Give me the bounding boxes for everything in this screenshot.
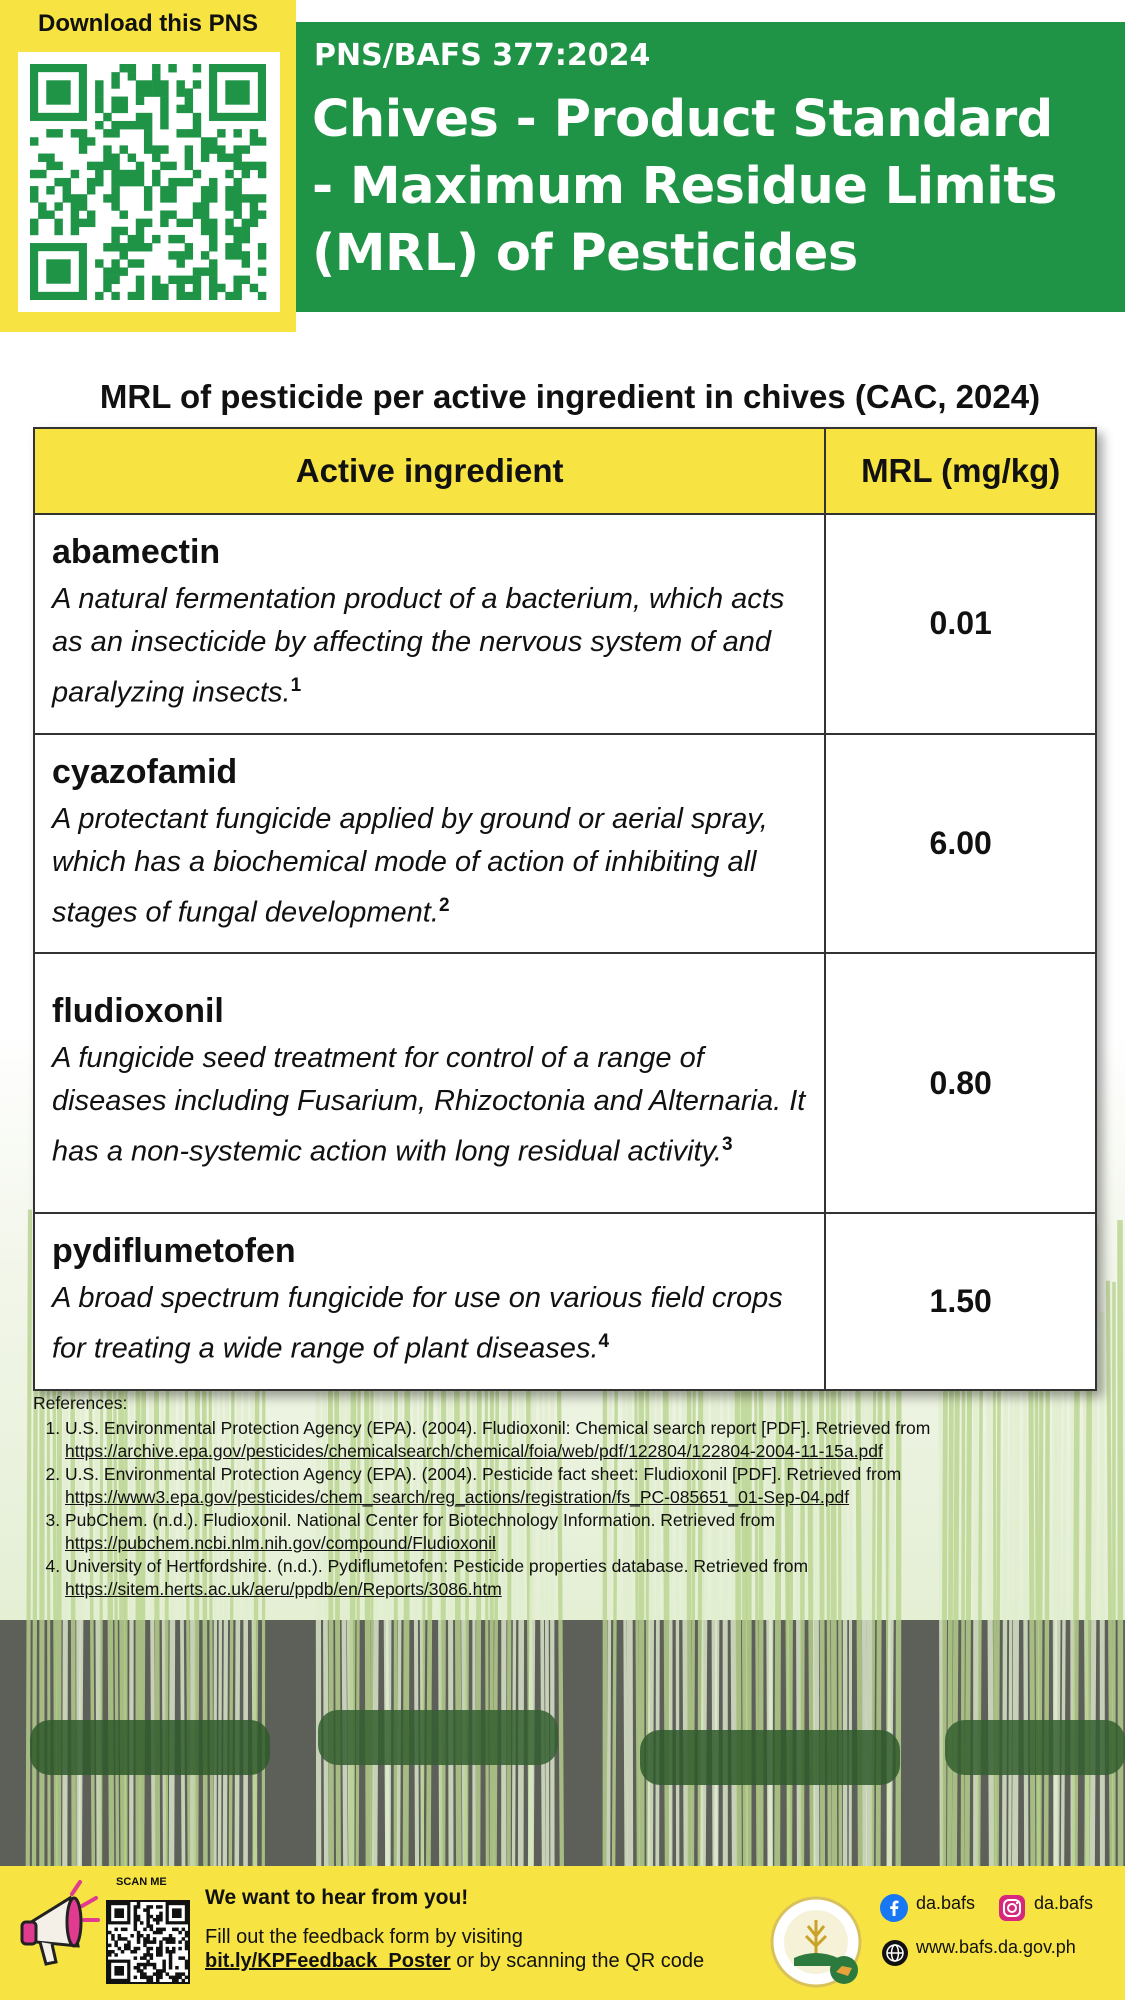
reference-number: 1: [290, 675, 302, 696]
instagram-handle[interactable]: da.bafs: [1034, 1893, 1094, 1913]
mrl-value: 1.50: [825, 1213, 1096, 1390]
qr-code-icon: [30, 64, 268, 300]
table-heading: MRL of pesticide per active ingredient in chives (CAC, 2024): [99, 378, 1041, 415]
title-line: (MRL) of Pesticides: [312, 224, 858, 283]
facebook-icon: [880, 1894, 908, 1922]
description-text: A natural fermentation product of a bacterium, which acts as an insecticide by affecting the nervous system of and paralyzing insects.: [52, 583, 785, 709]
ingredient-description: [52, 578, 808, 715]
table-row: [34, 734, 1096, 954]
table-row: [34, 953, 1096, 1213]
references-list: [33, 1417, 1093, 1601]
document-title: [312, 86, 1112, 287]
table-row: [34, 1213, 1096, 1390]
description-text: A fungicide seed treatment for control of a range of diseases including Fusarium, Rhizoctonia and Alternaria. It has a non-systemic action with long residual activity.: [52, 1042, 806, 1169]
ingredient-cell: [34, 1213, 825, 1390]
reference-text: U.S. Environmental Protection Agency (EPA). (2004). Fludioxonil: Chemical search report [PDF]. Retrieved from: [65, 1418, 931, 1438]
feedback-instruction-2: [205, 1950, 704, 1973]
column-header-active-ingredient: Active ingredient: [34, 428, 825, 514]
reference-item: [65, 1417, 1093, 1463]
reference-number: 2: [438, 894, 450, 916]
mrl-value: 0.80: [825, 953, 1096, 1213]
ingredient-name: abamectin: [52, 533, 221, 571]
ingredient-cell: [34, 953, 825, 1213]
ingredient-description: [52, 1037, 808, 1174]
facebook-handle[interactable]: da.bafs: [916, 1893, 976, 1913]
ingredient-cell: [34, 514, 825, 734]
download-qr-code[interactable]: [18, 52, 280, 312]
standard-code: PNS/BAFS 377:2024: [314, 38, 651, 73]
reference-item: [65, 1509, 1093, 1555]
feedback-instruction-rest: or by scanning the QR code: [450, 1950, 705, 1972]
reference-link[interactable]: https://archive.epa.gov/pesticides/chemicalsearch/chemical/foia/web/pdf/122804/122804-2004-11-15a.pdf: [65, 1441, 883, 1461]
ingredient-description: [52, 798, 808, 935]
ingredient-description: [52, 1277, 808, 1371]
scan-me-label: SCAN ME: [116, 1876, 167, 1888]
megaphone-icon: [20, 1880, 100, 1970]
references: [33, 1392, 1093, 1601]
reference-text: PubChem. (n.d.). Fludioxonil. National Center for Biotechnology Information. Retrieved from: [65, 1510, 776, 1530]
feedback-title: We want to hear from you!: [205, 1886, 469, 1909]
table-row: [34, 514, 1096, 734]
mrl-table: [33, 427, 1097, 1391]
title-line: - Maximum Residue Limits: [312, 157, 1058, 216]
website-link[interactable]: www.bafs.da.gov.ph: [916, 1937, 1076, 1957]
instagram-icon: [998, 1894, 1026, 1922]
reference-link[interactable]: https://sitem.herts.ac.uk/aeru/ppdb/en/Reports/3086.htm: [65, 1579, 502, 1599]
ingredient-name: cyazofamid: [52, 752, 238, 791]
globe-icon: [882, 1940, 908, 1966]
ingredient-name: pydiflumetofen: [52, 1232, 296, 1271]
mrl-value: 6.00: [825, 734, 1096, 954]
reference-text: U.S. Environmental Protection Agency (EPA). (2004). Pesticide fact sheet: Fludioxonil [PDF]. Retrieved from: [65, 1464, 902, 1484]
reference-text: University of Hertfordshire. (n.d.). Pydiflumetofen: Pesticide properties database. Retrieved from: [65, 1556, 809, 1576]
description-text: A protectant fungicide applied by ground or aerial spray, which has a biochemical mode of action of inhibiting all stages of fungal development.: [52, 802, 768, 929]
references-label: References:: [33, 1393, 128, 1413]
column-header-mrl: MRL (mg/kg): [825, 428, 1096, 514]
reference-link[interactable]: https://pubchem.ncbi.nlm.nih.gov/compound/Fludioxonil: [65, 1533, 496, 1553]
title-line: Chives - Product Standard: [312, 90, 1053, 149]
reference-number: 4: [598, 1331, 610, 1353]
reference-number: 3: [722, 1134, 733, 1156]
mrl-value: 0.01: [825, 514, 1096, 734]
ingredient-cell: [34, 734, 825, 954]
reference-item: [65, 1555, 1093, 1601]
download-label: Download this PNS: [37, 10, 258, 37]
feedback-qr-code[interactable]: [106, 1900, 190, 1984]
reference-link[interactable]: https://www3.epa.gov/pesticides/chem_search/reg_actions/registration/fs_PC-085651_01-Sep-04.pdf: [65, 1487, 850, 1507]
reference-item: [65, 1463, 1093, 1509]
feedback-link[interactable]: bit.ly/KPFeedback_Poster: [205, 1950, 451, 1972]
description-text: A broad spectrum fungicide for use on various field crops for treating a wide range of plant diseases.: [52, 1282, 783, 1365]
ingredient-name: fludioxonil: [52, 992, 224, 1031]
feedback-instruction: Fill out the feedback form by visiting: [205, 1926, 523, 1948]
qr-code-icon: [108, 1902, 188, 1982]
department-of-agriculture-logo: [770, 1896, 862, 1988]
table-header-row: [34, 428, 1096, 514]
